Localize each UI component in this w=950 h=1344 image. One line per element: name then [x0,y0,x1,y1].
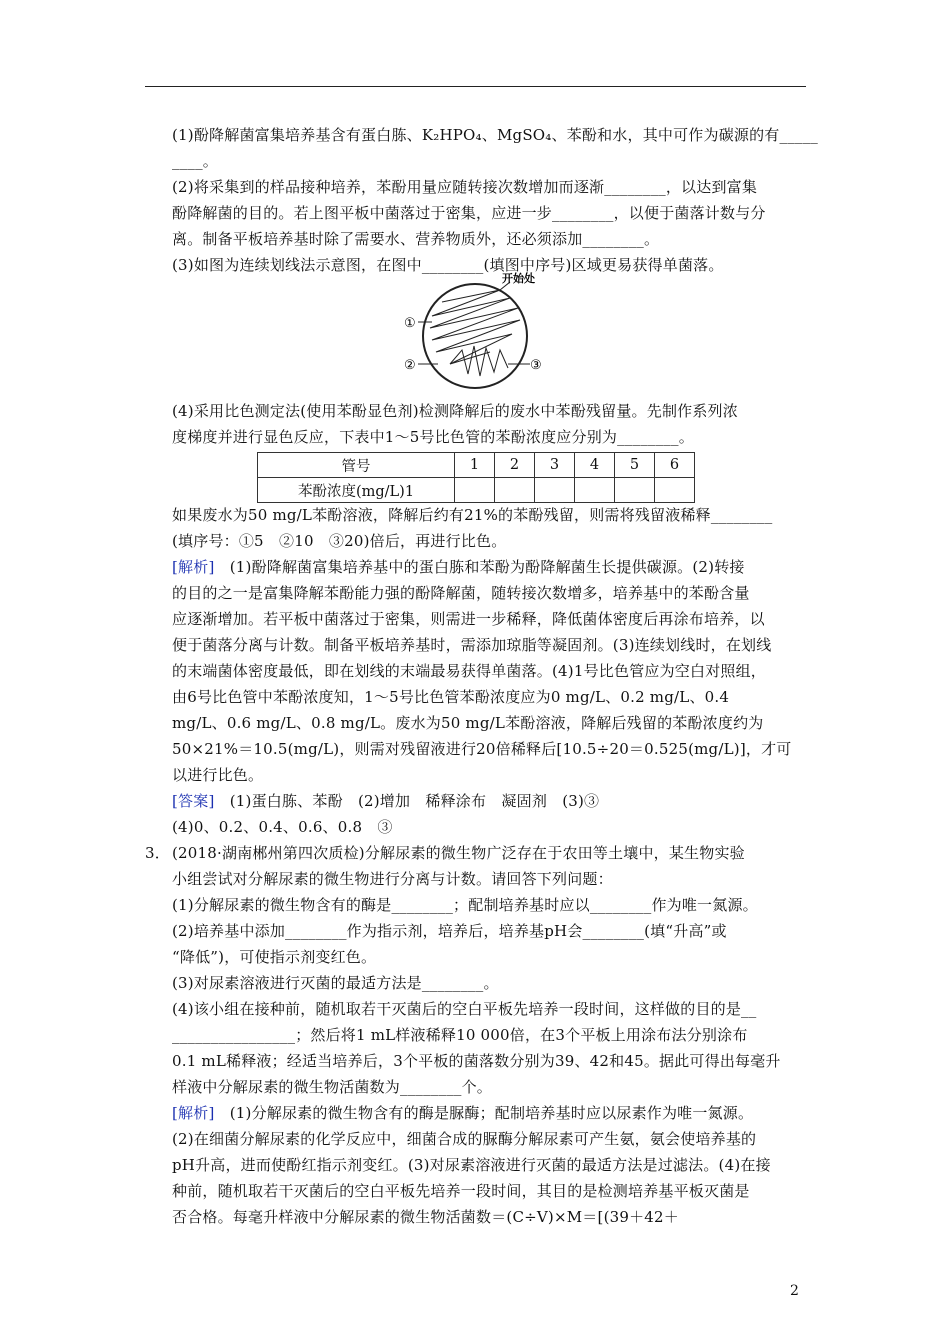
table-cell [495,478,535,503]
answer-tag: [答案] [172,792,215,810]
table-cell [535,478,575,503]
q3-analysis-line2: (2)在细菌分解尿素的化学反应中，细菌合成的脲酶分解尿素可产生氨，氨会使培养基的 [172,1130,757,1148]
q3-line2: 小组尝试对分解尿素的微生物进行分离与计数。请回答下列问题： [172,870,613,888]
q2-analysis-line7: mg/L、0.6 mg/L、0.8 mg/L。废水为50 mg/L苯酚溶液，降解后残留的苯酚浓度约为 [172,714,764,732]
q2-analysis-line3: 应逐渐增加。若平板中菌落过于密集，则需进一步稀释，降低菌体密度后再涂布培养，以 [172,610,765,628]
streak-lines [430,290,520,376]
table-cell: 3 [535,453,575,478]
table-cell: 6 [655,453,695,478]
table-cell [575,478,615,503]
streak-plate-figure [402,272,562,404]
table-header-concentration: 苯酚浓度(mg/L)1 [258,478,455,503]
start-label: 开始处 [502,272,535,285]
q3-number: 3． [145,844,170,862]
analysis-tag: [解析] [172,558,215,576]
q2-part1-line2: ____。 [172,152,219,170]
q2-part2-line3: 离。制备平板培养基时除了需要水、营养物质外，还必须添加________。 [172,230,660,248]
table-cell [455,478,495,503]
q2-part5-line1: 如果废水为50 mg/L苯酚溶液，降解后约有21%的苯酚残留，则需将残留液稀释________ [172,506,773,524]
q2-part4-line1: (4)采用比色测定法(使用苯酚显色剂)检测降解后的废水中苯酚残留量。先制作系列浓 [172,402,738,420]
q2-analysis-line1: [解析] (1)酚降解菌富集培养基中的蛋白胨和苯酚为酚降解菌生长提供碳源。(2)转接 [172,558,745,576]
q3-analysis-line5: 否合格。每毫升样液中分解尿素的微生物活菌数＝(C÷V)×M＝[(39＋42＋ [172,1208,679,1226]
q2-part1-line1: (1)酚降解菌富集培养基含有蛋白胨、K₂HPO₄、MgSO₄、苯酚和水，其中可作为碳源的有_____ [172,126,819,144]
q2-analysis-line6: 由6号比色管中苯酚浓度知，1～5号比色管苯酚浓度应为0 mg/L、0.2 mg/L、0.4 [172,688,730,706]
q2-part2-line1: (2)将采集到的样品接种培养，苯酚用量应随转接次数增加而逐渐________，以达到富集 [172,178,758,196]
q3-line3: (1)分解尿素的微生物含有的酶是________；配制培养基时应以________作为唯一氮源。 [172,896,758,914]
region-1-label: ① [404,316,416,331]
table-cell: 4 [575,453,615,478]
q2-answer-line1: [答案] (1)蛋白胨、苯酚 (2)增加 稀释涂布 凝固剂 (3)③ [172,792,600,810]
q2-part2-line2: 酚降解菌的目的。若上图平板中菌落过于密集，应进一步________，以便于菌落计数与分 [172,204,766,222]
q3-line8: ________________；然后将1 mL样液稀释10 000倍，在3个平板上用涂布法分别涂布 [172,1026,748,1044]
q2-analysis-line5: 的末端菌体密度最低，即在划线的末端最易获得单菌落。(4)1号比色管应为空白对照组， [172,662,766,680]
table-cell: 2 [495,453,535,478]
q2-answer-line2: (4)0、0.2、0.4、0.6、0.8 ③ [172,818,393,836]
table-row [258,478,695,503]
q2-analysis-line9: 以进行比色。 [172,766,264,784]
q3-line1: (2018·湖南郴州第四次质检)分解尿素的微生物广泛存在于农田等土壤中，某生物实验 [172,844,745,862]
q3-line7: (4)该小组在接种前，随机取若干灭菌后的空白平板先培养一段时间，这样做的目的是__ [172,1000,757,1018]
table-cell: 5 [615,453,655,478]
table-cell: 1 [455,453,495,478]
q2-analysis-line2: 的目的之一是富集降解苯酚能力强的酚降解菌，随转接次数增多，培养基中的苯酚含量 [172,584,750,602]
q3-line10: 样液中分解尿素的微生物活菌数为________个。 [172,1078,493,1096]
q3-analysis-line3: pH升高，进而使酚红指示剂变红。(3)对尿素溶液进行灭菌的最适方法是过滤法。(4)在接 [172,1156,771,1174]
concentration-table [257,452,695,503]
q3-line5: “降低”)，可使指示剂变红色。 [172,948,377,966]
q2-part5-line2: (填序号：①5 ②10 ③20)倍后，再进行比色。 [172,532,507,550]
table-cell [615,478,655,503]
q3-line4: (2)培养基中添加________作为指示剂，培养后，培养基pH会________(填“升高”或 [172,922,727,940]
q3-line9: 0.1 mL稀释液；经适当培养后，3个平板的菌落数分别为39、42和45。据此可得出每毫升 [172,1052,781,1070]
q2-analysis-line8: 50×21%＝10.5(mg/L)，则需对残留液进行20倍稀释后[10.5÷20＝0.525(mg/L)]，才可 [172,740,792,758]
table-row [258,453,695,478]
analysis-tag: [解析] [172,1104,215,1122]
table-cell [655,478,695,503]
q2-part3-line1: (3)如图为连续划线法示意图，在图中________(填图中序号)区域更易获得单菌落。 [172,256,724,274]
q3-analysis-line4: 种前，随机取若干灭菌后的空白平板先培养一段时间，其目的是检测培养基平板灭菌是 [172,1182,750,1200]
region-2-label: ② [404,358,416,373]
q3-line6: (3)对尿素溶液进行灭菌的最适方法是________。 [172,974,499,992]
q2-part4-line2: 度梯度并进行显色反应，下表中1～5号比色管的苯酚浓度应分别为________。 [172,428,694,446]
page-number: 2 [790,1283,799,1299]
table-header-tube: 管号 [258,453,455,478]
region-3-label: ③ [530,358,542,373]
q3-analysis-line1: [解析] (1)分解尿素的微生物含有的酶是脲酶；配制培养基时应以尿素作为唯一氮源。 [172,1104,754,1122]
q2-analysis-line4: 便于菌落分离与计数。制备平板培养基时，需添加琼脂等凝固剂。(3)连续划线时，在划线 [172,636,772,654]
header-rule [145,86,806,87]
